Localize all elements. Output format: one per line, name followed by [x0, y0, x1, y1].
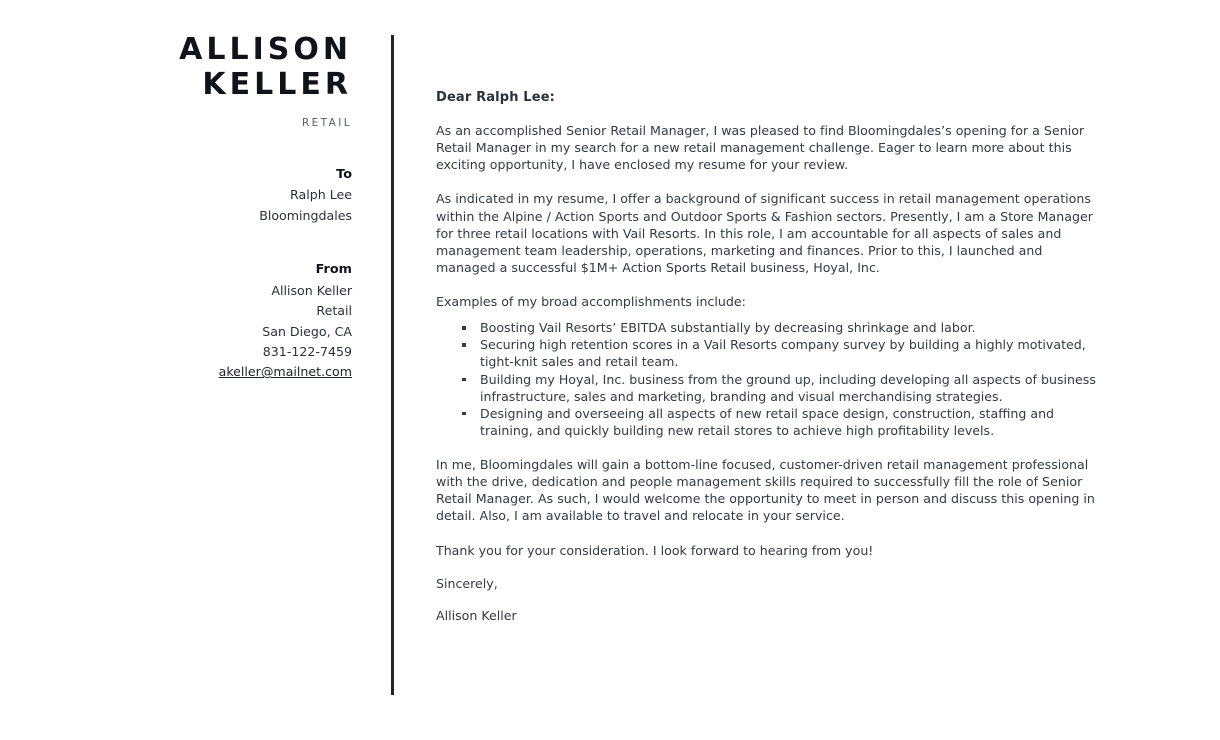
sidebar — [60, 34, 352, 383]
recipient-heading: To — [336, 166, 352, 182]
paragraph-3: In me, Bloomingdales will gain a bottom-line focused, customer-driven retail management professional with the drive, dedication and people management skills required to successfully fill the role of Senior Retail Manager. As such, I would welcome the opportunity to meet in person and discuss this opening in detail. Also, I am available to travel and relocate in your service. — [436, 457, 1095, 524]
last-name: KELLER — [202, 66, 352, 102]
recipient-company: Bloomingdales — [259, 207, 352, 223]
candidate-name — [60, 34, 352, 101]
letter-body — [436, 90, 1101, 623]
recipient-block — [60, 165, 352, 227]
signature-name: Allison Keller — [436, 607, 517, 623]
accomplishments-intro: Examples of my broad accomplishments include: — [436, 294, 746, 309]
sender-name: Allison Keller — [271, 282, 352, 298]
vertical-divider — [391, 35, 394, 695]
paragraph-2: As indicated in my resume, I offer a background of significant success in retail management operations within the Alpine / Action Sports and Outdoor Sports & Fashion sectors. Presently, I am a Store Manager for three retail locations with Vail Resorts. In this role, I am accountable for all aspects of sales and management team leadership, operations, marketing and finances. Prior to this, I launched and managed a successful $1M+ Action Sports Retail business, Hoyal, Inc. — [436, 191, 1093, 275]
recipient-name: Ralph Lee — [290, 187, 352, 203]
list-item: Securing high retention scores in a Vail Resorts company survey by building a highly motivated, tight-knit sales and retail team. — [462, 336, 1101, 370]
sender-email-link[interactable]: akeller@mailnet.com — [218, 364, 352, 380]
paragraph-1: As an accomplished Senior Retail Manager, I was pleased to find Bloomingdales’s opening for a Senior Retail Manager in my search for a new retail management challenge. Eager to learn more about this exciting opportunity, I have enclosed my resume for your review. — [436, 123, 1085, 173]
salutation: Dear Ralph Lee: — [436, 90, 556, 105]
sender-heading: From — [315, 262, 352, 278]
profession-label: RETAIL — [301, 116, 352, 129]
accomplishments-list — [436, 319, 1101, 439]
first-name: ALLISON — [179, 32, 352, 67]
sender-field: Retail — [316, 303, 352, 319]
signoff: Sincerely, — [436, 575, 498, 591]
closing-statement: Thank you for your consideration. I look forward to hearing from you! — [436, 542, 874, 558]
list-item: Designing and overseeing all aspects of new retail space design, construction, staffing and training, and quickly building new retail stores to achieve high profitability levels. — [462, 405, 1101, 439]
sender-location: San Diego, CA — [262, 323, 352, 339]
list-item: Building my Hoyal, Inc. business from the ground up, including developing all aspects of business infrastructure, sales and marketing, branding and visual merchandising strategies. — [462, 371, 1101, 405]
list-item: Boosting Vail Resorts’ EBITDA substantially by decreasing shrinkage and labor. — [462, 319, 1101, 336]
sender-block — [60, 260, 352, 383]
sender-phone: 831-122-7459 — [262, 343, 352, 359]
